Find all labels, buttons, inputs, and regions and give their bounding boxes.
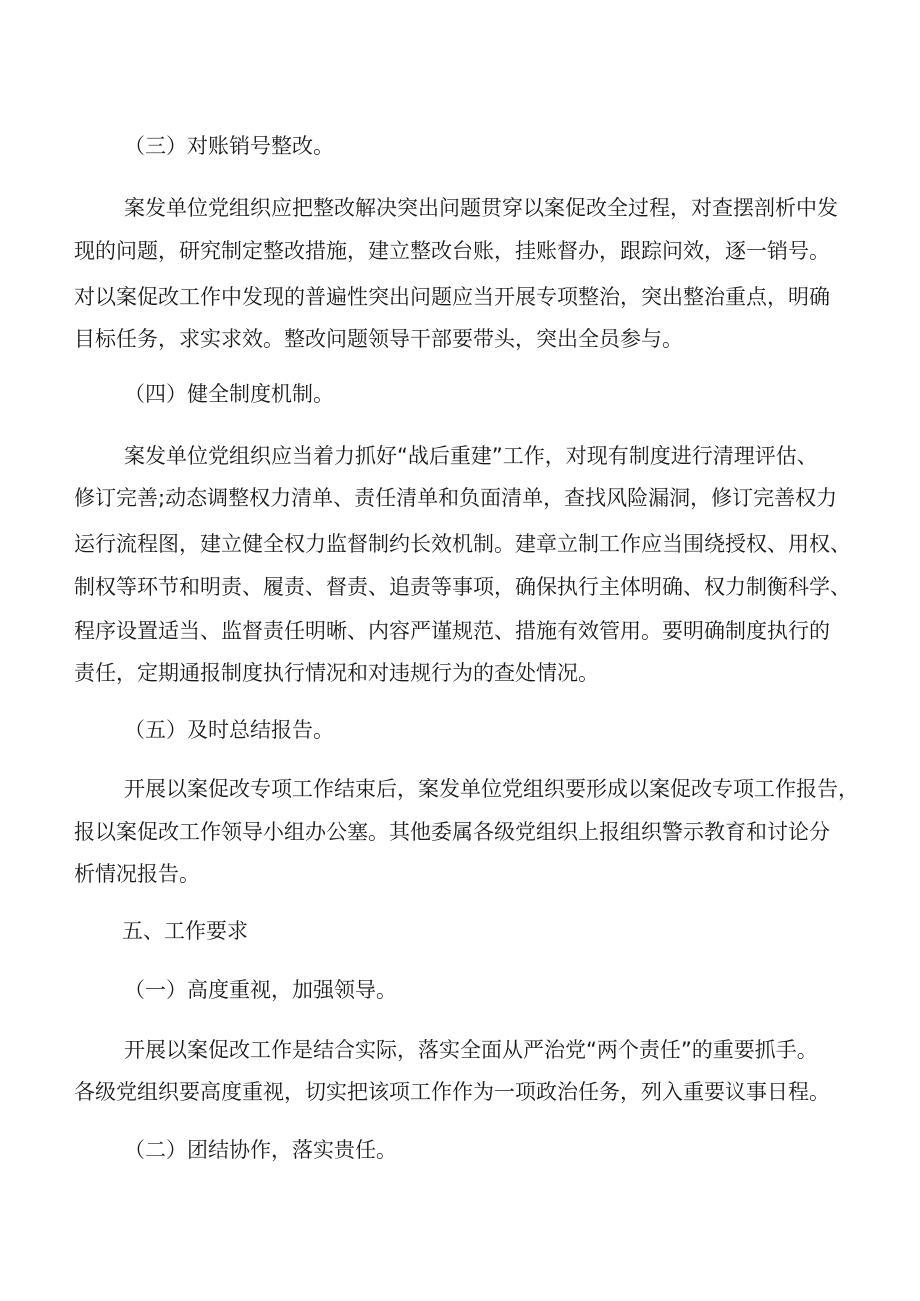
paragraph-line: 开展以案促改工作是结合实际，落实全面从严治党“两个责任”的重要抓手。 (124, 1038, 818, 1062)
paragraph-line: 目标任务，求实求效。整改问题领导干部要带头，突出全员参与。 (74, 327, 683, 351)
paragraph-line: 报以案促改工作领导小组办公塞。其他委属各级党组织上报组织警示教育和讨论分 (74, 820, 830, 844)
requirement-heading-1: （一）高度重视，加强领导。 (124, 978, 397, 1002)
paragraph-line: 运行流程图，建立健全权力监督制约长效机制。建章立制工作应当围绕授权、用权、 (74, 532, 851, 556)
part-heading-work-requirements: 五、工作要求 (122, 919, 248, 943)
paragraph-line: 各级党组织要高度重视，切实把该项工作作为一项政治任务，列入重要议事日程。 (74, 1080, 830, 1104)
section-heading-5: （五）及时总结报告。 (124, 718, 334, 742)
paragraph-line: 案发单位党组织应把整改解决突出问题贯穿以案促改全过程，对查摆剖析中发 (124, 196, 838, 220)
paragraph-line: 制权等环节和明责、履责、督责、追责等事项，确保执行主体明确、权力制衡科学、 (74, 575, 851, 599)
paragraph-line: 案发单位党组织应当着力抓好“战后重建”工作，对现有制度进行清理评估、 (124, 444, 818, 468)
paragraph-line: 程序设置适当、监督责任明晰、内容严谨规范、措施有效管用。要明确制度执行的 (74, 619, 830, 643)
paragraph-line: 开展以案促改专项工作结束后，案发单位党组织要形成以案促改专项工作报告， (124, 777, 859, 801)
paragraph-line: 责任，定期通报制度执行情况和对违规行为的查处情况。 (74, 661, 599, 685)
paragraph-line: 对以案促改工作中发现的普遍性突出问题应当开展专项整治，突出整治重点，明确 (74, 285, 830, 309)
paragraph-line: 析情况报告。 (74, 862, 200, 886)
section-heading-4: （四）健全制度机制。 (124, 382, 334, 406)
paragraph-line: 修订完善;动态调整权力清单、责任清单和负面清单，查找风险漏洞，修订完善权力 (74, 486, 838, 510)
requirement-heading-2: （二）团结协作，落实贵任。 (124, 1138, 397, 1162)
section-heading-3: （三）对账销号整改。 (124, 134, 334, 158)
paragraph-line: 现的问题，研究制定整改措施，建立整改台账，挂账督办，跟踪问效，逐一销号。 (74, 239, 830, 263)
